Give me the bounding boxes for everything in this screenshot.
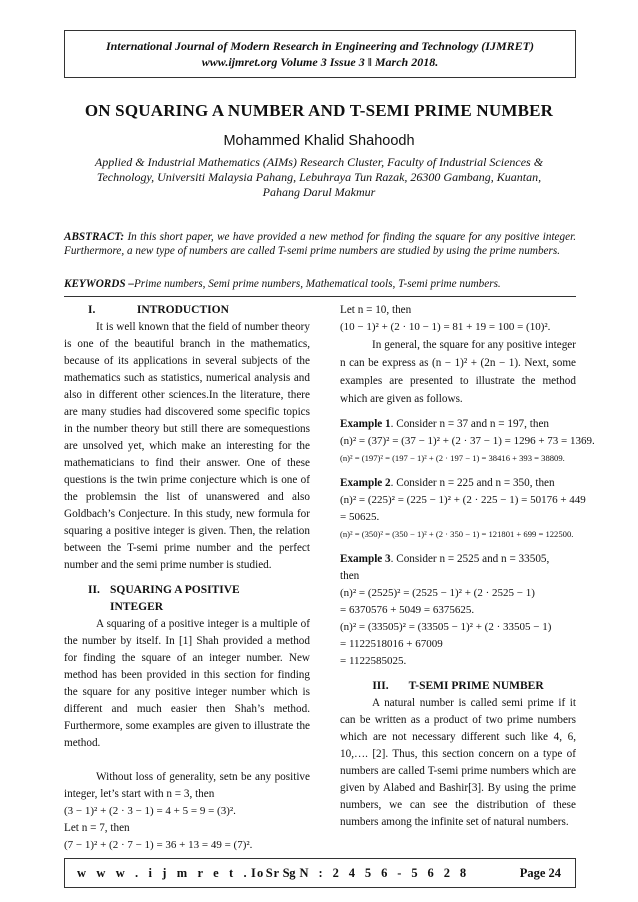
example-2 [340, 475, 576, 492]
journal-name: International Journal of Modern Research in Engineering and Technology (IJMRET) [106, 39, 534, 53]
footer-issn: I S S N : 2 4 5 6 - 5 6 2 8 [251, 866, 470, 880]
example-3-label: Example 3 [340, 553, 391, 565]
equation-n10: (10 − 1)² + (2 · 10 − 1) = 81 + 19 = 100 = (10)². [340, 321, 551, 333]
section-2-title-line2: INTEGER [110, 601, 164, 613]
generality-paragraph: Without loss of generality, setn be any positive integer, let’s start with n = 3, then [64, 771, 310, 800]
keywords-text: Prime numbers, Semi prime numbers, Mathematical tools, T-semi prime numbers. [133, 278, 501, 290]
abstract-label: ABSTRACT: [64, 231, 125, 243]
journal-header [64, 30, 576, 78]
example-3-equation-2525: (n)² = (2525)² = (2525 − 1)² + (2 · 2525 − 1) [340, 587, 535, 599]
journal-volume-line: www.ijmret.org Volume 3 Issue 3 ǁ March 2018. [201, 55, 439, 69]
section-3-heading [340, 678, 576, 695]
footer-page-number: Page 24 [519, 866, 561, 880]
section-1-heading [64, 302, 310, 319]
semi-prime-paragraph: A natural number is called semi prime if it can be written as a product of two prime numbers which are not necessary different such like 4, 6, 10,…. [2]. Thus, this section concern on a type of numbers are called T-semi prime numbers which are given by Alabed and Bashir[3]. By using the prime numbers, we can see the distribution of these numbers among the infinite set of natural numbers. [340, 697, 576, 828]
example-3-equation-33505-result: = 1122585025. [340, 655, 407, 667]
example-2-equation-350: (n)² = (350)² = (350 − 1)² + (2 · 350 − 1) = 121801 + 699 = 122500. [340, 529, 574, 539]
general-formula-paragraph: In general, the square for any positive integer n can be express as (n − 1)² + (2n − 1). Next, some examples are presented to illustrate the method which are given as follows. [340, 339, 576, 405]
section-1-number: I. [88, 304, 96, 316]
author-affiliation: Applied & Industrial Mathematics (AIMs) Research Cluster, Faculty of Industrial Sciences & Technology, Universiti Malaysia Pahang, Lebuhraya Tun Razak, 26300 Gambang, Kuantan, Pahang Darul Makmur [94, 155, 544, 199]
right-column [340, 302, 595, 831]
keywords-label: KEYWORDS – [64, 278, 134, 290]
paper-author: Mohammed Khalid Shahoodh [223, 133, 415, 149]
abstract [64, 230, 576, 258]
example-2-equation-225: (n)² = (225)² = (225 − 1)² + (2 · 225 − 1) = 50176 + 449 [340, 494, 586, 506]
example-2-text: . Consider n = 225 and n = 350, then [390, 477, 555, 489]
left-column [64, 302, 310, 854]
keywords-divider [64, 296, 576, 297]
example-1-text: . Consider n = 37 and n = 197, then [390, 418, 550, 430]
example-3-equation-2525-result: = 6370576 + 5049 = 6375625. [340, 604, 475, 616]
keywords [64, 277, 576, 291]
let-n7-text: Let n = 7, then [64, 822, 130, 834]
footer-website: w w w . i j m r e t . o r g [77, 866, 300, 880]
example-1 [340, 416, 576, 433]
section-3-title-rest: EMI PRIME NUMBER [425, 680, 544, 692]
section-2-number: II. [88, 584, 100, 596]
section-1-title: INTRODUCTION [136, 304, 229, 316]
intro-paragraph: It is well known that the field of number theory is one of the beautiful branch in the mathematics, because of its applications in several subjects of the mathematics such as statistics, numerical analysis and also in different other sciences.In the literature, there are many studies had discovered some specific topics in the number theory but still there are somequestions are unsolved yet, which make an interesting for the mathematicians to find their answer. One of these questions is the twin prime conjecture which is one of the problemsin the list of unanswered and also Goldbach’s Conjecture. In this study, new formula for squaring a positive integer is given. Then, the relation between the T-semi prime number and the perfect number and the semi prime number is studied. [64, 321, 310, 571]
example-3-equation-33505: (n)² = (33505)² = (33505 − 1)² + (2 · 33505 − 1) [340, 621, 552, 633]
example-1-label: Example 1 [340, 418, 391, 430]
abstract-text: In this short paper, we have provided a new method for finding the square for any positive integer. Furthermore, a new type of numbers are called T-semi prime numbers are studied by using the prime numbers. [64, 231, 576, 257]
let-n10-text: Let n = 10, then [340, 304, 412, 316]
page-footer [64, 858, 576, 888]
section-2-heading [64, 582, 310, 616]
example-1-equation-197: (n)² = (197)² = (197 − 1)² + (2 · 197 − 1) = 38416 + 393 = 38809. [340, 453, 565, 463]
example-3 [340, 551, 576, 568]
example-3-text: . Consider n = 2525 and n = 33505, [390, 553, 550, 565]
example-2-label: Example 2 [340, 477, 391, 489]
example-3-equation-33505-step: = 1122518016 + 67009 [340, 638, 443, 650]
example-1-equation-37: (n)² = (37)² = (37 − 1)² + (2 · 37 − 1) = 1296 + 73 = 1369. [340, 435, 595, 447]
section-3-number: III. [372, 680, 389, 692]
example-3-then: then [340, 570, 360, 582]
section-2-title-line1: SQUARING A POSITIVE [110, 584, 240, 596]
equation-n7: (7 − 1)² + (2 · 7 − 1) = 36 + 13 = 49 = (7)². [64, 839, 253, 851]
section-3-title-first: T-S [408, 680, 426, 692]
paper-title: ON SQUARING A NUMBER AND T-SEMI PRIME NUMBER [84, 101, 554, 120]
example-2-equation-225-result: = 50625. [340, 511, 380, 523]
squaring-paragraph: A squaring of a positive integer is a multiple of the number by itself. In [1] Shah provided a method for finding the square of an integer number. New method has been provided in this section for finding the square for any positive integer number which is different and much easier then Shah’s method. Furthermore, some examples are given to illustrate the method. [64, 618, 310, 749]
equation-n3: (3 − 1)² + (2 · 3 − 1) = 4 + 5 = 9 = (3)². [64, 805, 236, 817]
